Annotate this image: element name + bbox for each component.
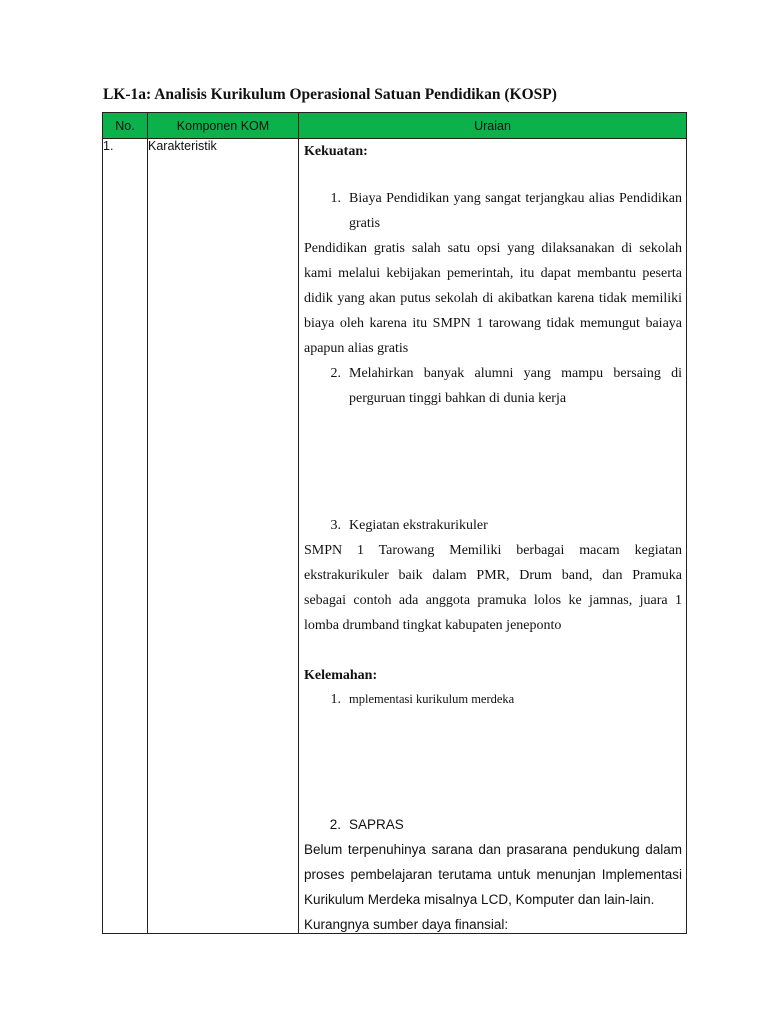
- list-text: Biaya Pendidikan yang sangat terjangkau alias Pendidikan gratis: [349, 191, 682, 231]
- kelemahan-item-2: [304, 812, 682, 837]
- header-komponen: Komponen KOM: [148, 113, 299, 139]
- list-text: SAPRAS: [349, 817, 404, 832]
- table-row: [103, 139, 687, 934]
- kelemahan-last-line: Kurangnya sumber daya finansial:: [304, 917, 509, 932]
- kekuatan-paragraph-3: [304, 538, 682, 638]
- paragraph-text: SMPN 1 Tarowang Memiliki berbagai macam kegiatan ekstrakurikuler baik dalam PMR, Drum band, dan Pramuka sebagai contoh ada anggota pramuka lolos ke jamnas, juara 1 lomba drumband tingkat kabupaten jeneponto: [304, 543, 682, 633]
- list-number: 3.: [330, 518, 341, 533]
- header-uraian: Uraian: [299, 113, 687, 139]
- list-number: 2.: [330, 366, 341, 381]
- kelemahan-paragraph-2: [304, 837, 682, 912]
- kekuatan-paragraph-1: [304, 236, 682, 361]
- list-number: 1.: [330, 692, 341, 707]
- list-text: mplementasi kurikulum merdeka: [349, 692, 515, 706]
- kelemahan-heading: Kelemahan:: [304, 668, 378, 683]
- paragraph-text: Belum terpenuhinya sarana dan prasarana pendukung dalam proses pembelajaran terutama untuk menunjan Implementasi Kurikulum Merdeka misalnya LCD, Komputer dan lain-lain.: [304, 842, 682, 907]
- list-text: Kegiatan ekstrakurikuler: [349, 518, 488, 533]
- header-no: No.: [103, 113, 148, 139]
- list-text: Melahirkan banyak alumni yang mampu bersaing di perguruan tinggi bahkan di dunia kerja: [349, 366, 682, 406]
- kelemahan-item-1: [304, 687, 682, 712]
- paragraph-text: Pendidikan gratis salah satu opsi yang dilaksanakan di sekolah kami melalui kebijakan pemerintah, itu dapat membantu peserta didik yang akan putus sekolah di akibatkan karena tidak memiliki biaya oleh karena itu SMPN 1 tarowang tidak memungut baiaya apapun alias gratis: [304, 241, 682, 356]
- kekuatan-item-1: [304, 186, 682, 236]
- row-uraian: [299, 139, 687, 934]
- kekuatan-item-3: [304, 513, 682, 538]
- kekuatan-heading: Kekuatan:: [304, 144, 368, 159]
- kekuatan-item-2: [304, 361, 682, 411]
- row-number: 1.: [103, 139, 148, 934]
- list-number: 1.: [330, 191, 341, 206]
- list-number: 2.: [329, 817, 341, 832]
- row-komponen: Karakteristik: [148, 139, 299, 934]
- table-header-row: [103, 113, 687, 139]
- analysis-table: [102, 112, 687, 934]
- document-title: LK-1a: Analisis Kurikulum Operasional Satuan Pendidikan (KOSP): [103, 86, 557, 103]
